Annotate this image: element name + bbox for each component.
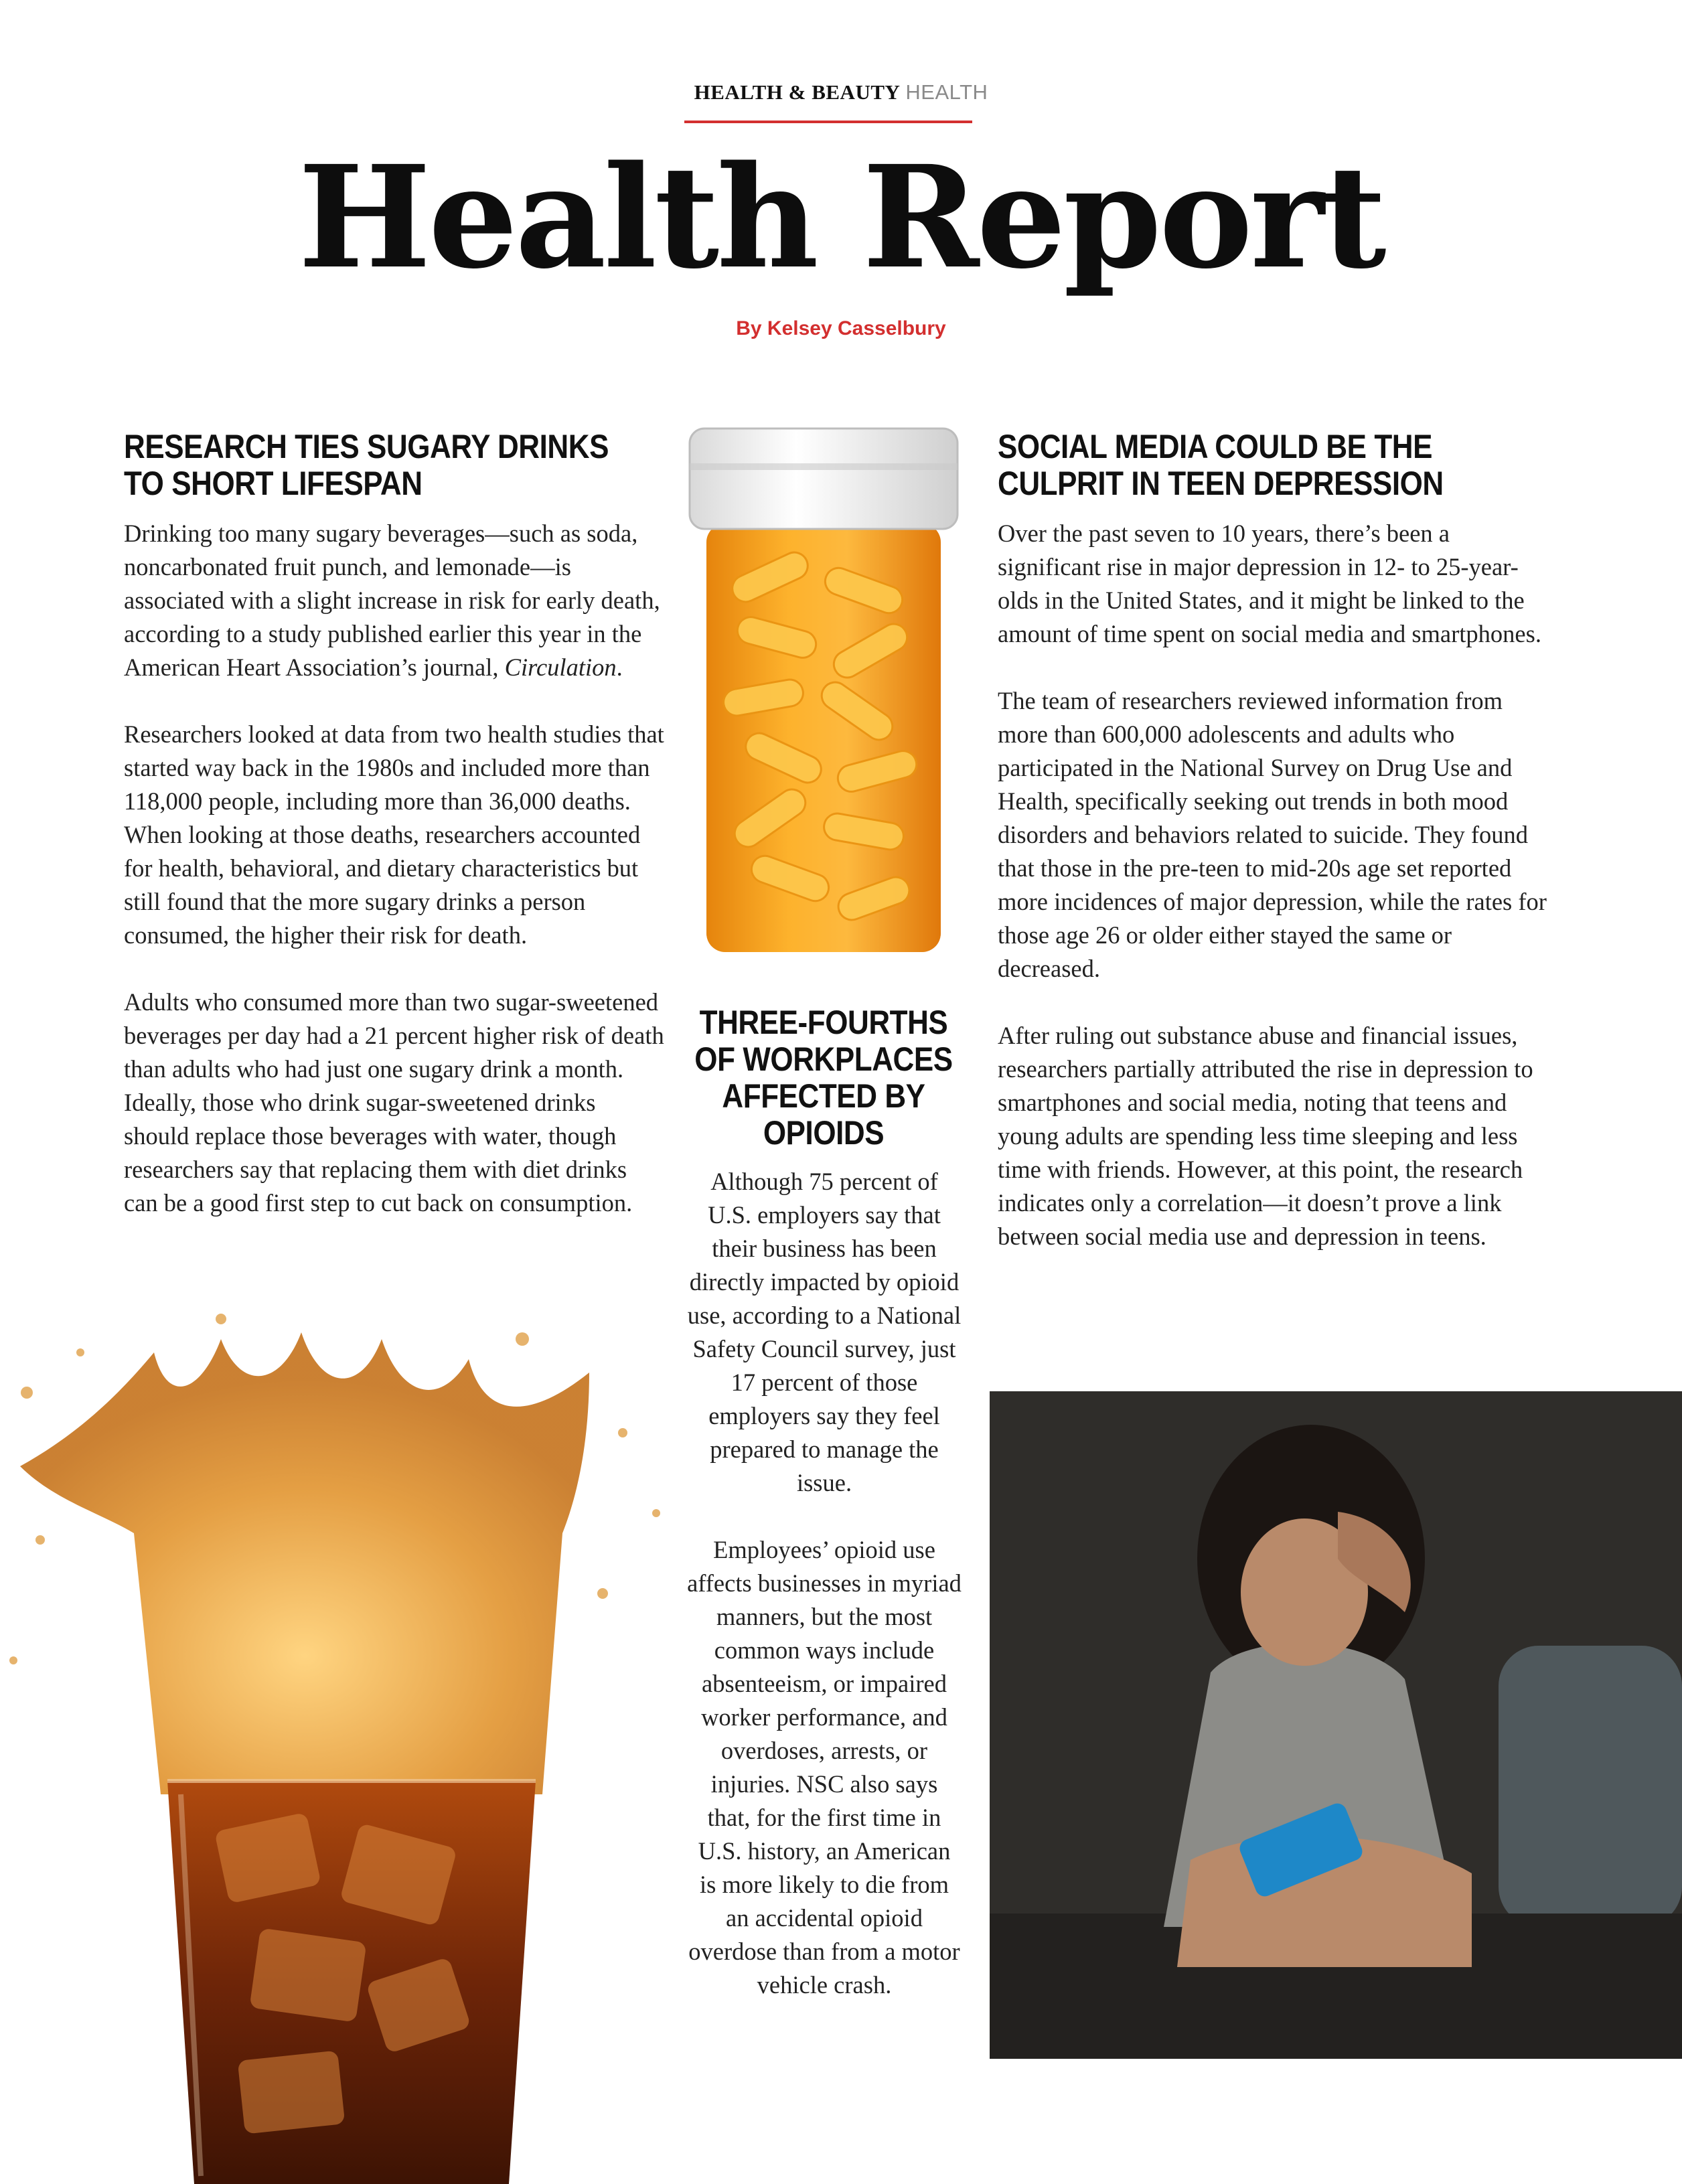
sugary-p1 xyxy=(124,517,666,684)
pill-bottle-image xyxy=(676,423,971,959)
sugary-p1-text: Drinking too many sugary beverages—such as soda, noncarbonated fruit punch, and lemonade—is associated with a slight increase in risk for early death, according to a study published earlier this year in the American Heart Association’s journal, xyxy=(124,520,660,681)
opioids-p2: Employees’ opioid use affects businesses in myriad manners, but the most common ways include absenteeism, or impaired worker performance, and overdoses, arrests, or injuries. NSC also says that, for the first time in U.S. history, an American is more likely to die from an accidental opioid overdose than from a motor vehicle crash. xyxy=(687,1536,962,1999)
section-tag xyxy=(0,80,1682,104)
page-title: Health Report xyxy=(298,135,1384,300)
social-p1: Over the past seven to 10 years, there’s been a significant rise in major depression in 12- to 25-year-olds in the United States, and it might be linked to the amount of time spent on social media and smartphones. xyxy=(998,520,1541,647)
social-p2: The team of researchers reviewed information from more than 600,000 adolescents and adults who participated in the National Survey on Drug Use and Health, specifically seeking out trends in both mood disorders and behaviors related to suicide. They found that those in the pre-teen to mid-20s age set reported more incidences of major depression, while the rates for those age 26 or older either stayed the same or decreased. xyxy=(998,687,1547,982)
opioids-p1: Although 75 percent of U.S. employers say that their business has been directly impacted by opioid use, according to a National Safety Council survey, just 17 percent of those employers say they feel prepared to manage the issue. xyxy=(687,1168,962,1496)
social-headline: SOCIAL MEDIA COULD BE THE CULPRIT IN TEEN DEPRESSION xyxy=(998,428,1444,502)
section-sub: HEALTH xyxy=(905,80,988,104)
sugary-headline: RESEARCH TIES SUGARY DRINKS TO SHORT LIFESPAN xyxy=(124,428,609,502)
sugary-p1-end: . xyxy=(616,653,623,681)
opioids-headline: THREE-FOURTHS OF WORKPLACES AFFECTED BY OPIOIDS xyxy=(694,1004,953,1152)
opioids-article xyxy=(687,1165,962,2002)
section-rule xyxy=(684,121,972,123)
section-name: HEALTH & BEAUTY xyxy=(694,80,901,104)
sugary-p2: Researchers looked at data from two health studies that started way back in the 1980s and included more than 118,000 people, including more than 36,000 deaths. When looking at those deaths, researchers accounted for health, behavioral, and dietary characteristics but still found that the more sugary drinks a person consumed, the higher their risk for death. xyxy=(124,720,664,949)
photo-illustration xyxy=(990,1391,1682,2059)
sugary-p3: Adults who consumed more than two sugar-sweetened beverages per day had a 21 percent higher risk of death than adults who had just one sugary drink a month. Ideally, those who drink sugar-sweetened drinks should replace those beverages with water, though researchers say that replacing them with diet drinks can be a good first step to cut back on consumption. xyxy=(124,988,664,1217)
social-article xyxy=(998,517,1547,1253)
sugary-article xyxy=(124,517,666,1220)
sad-teen-with-phone-photo xyxy=(990,1391,1682,2059)
soda-splash-image xyxy=(0,1312,676,2184)
social-p3: After ruling out substance abuse and financial issues, researchers partially attributed the rise in depression to smartphones and social media, noting that teens and young adults are spending less time sleeping and less time with friends. However, at this point, the research indicates only a correlation—it doesn’t prove a link between social media use and depression in teens. xyxy=(998,1022,1533,1250)
byline: By Kelsey Casselbury xyxy=(736,317,946,339)
journal-name: Circulation xyxy=(504,653,617,681)
